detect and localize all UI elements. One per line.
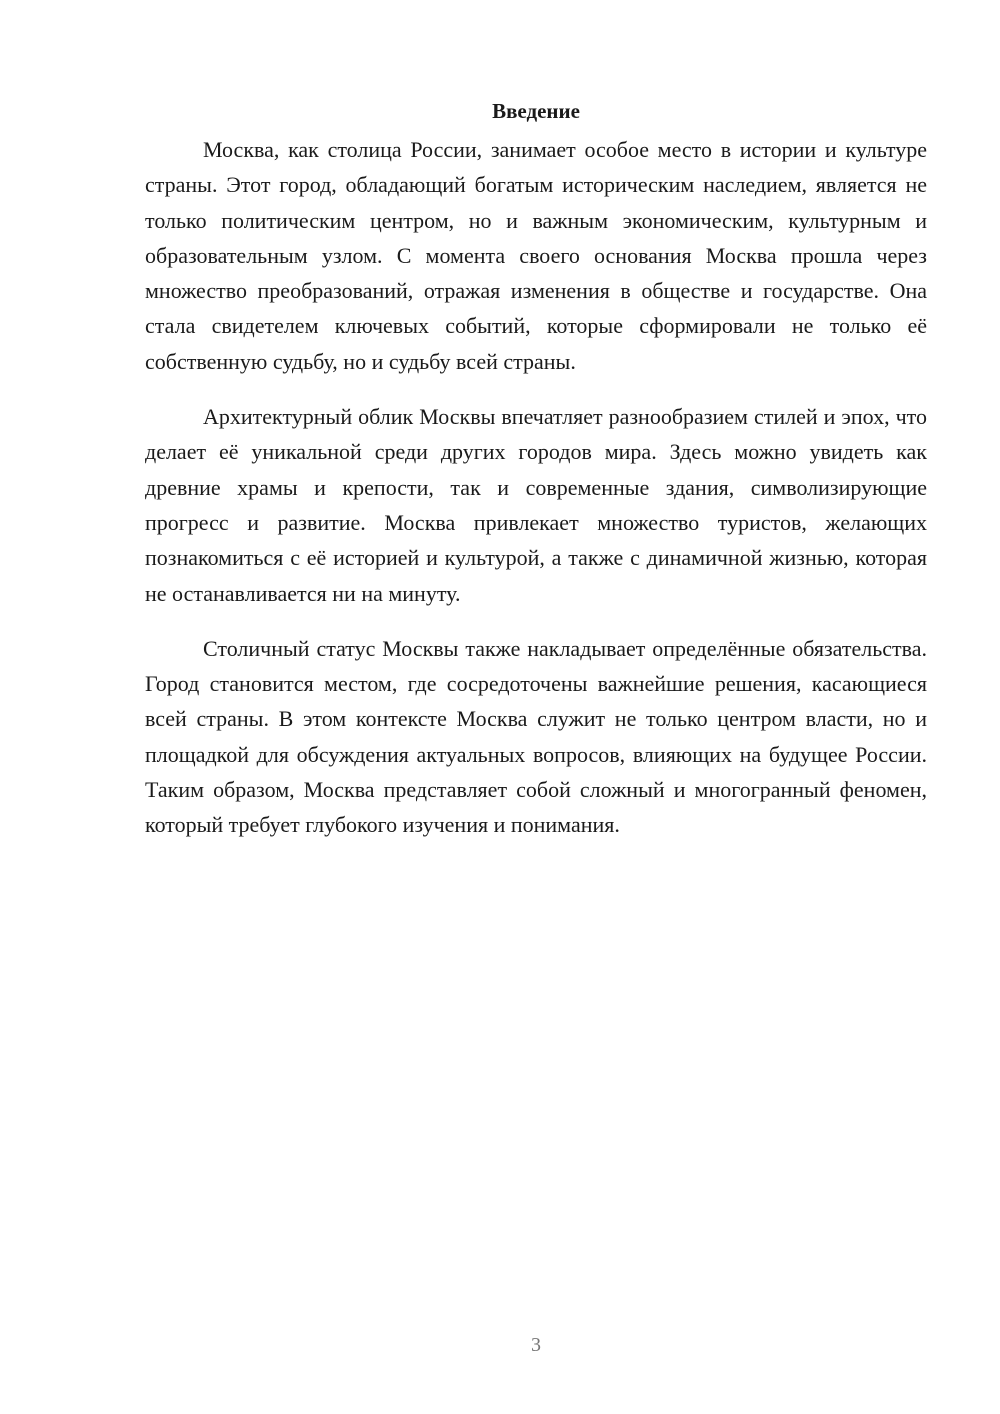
paragraph-2: Архитектурный облик Москвы впечатляет разнообразием стилей и эпох, что делает её уникальной среди других городов мира. Здесь можно увидеть как древние храмы и крепости, так и современные здания, символизирующие прогресс и развитие. Москва привлекает множество туристов, желающих познакомиться с её историей и культурой, а также с динамичной жизнью, которая не останавливается ни на минуту.	[145, 404, 927, 606]
page-number: 3	[531, 1334, 541, 1356]
section-title: Введение	[492, 99, 580, 123]
paragraph-3: Столичный статус Москвы также накладывает определённые обязательства. Город становится местом, где сосредоточены важнейшие решения, касающиеся всей страны. В этом контексте Москва служит не только центром власти, но и площадкой для обсуждения актуальных вопросов, влияющих на будущее России. Таким образом, Москва представляет собой сложный и многогранный феномен, который требует глубокого изучения и понимания.	[145, 635, 927, 838]
paragraph-1: Москва, как столица России, занимает особое место в истории и культуре страны. Этот город, обладающий богатым историческим наследием, является не только политическим центром, но и важным экономическим, культурным и образовательным узлом. С момента своего основания Москва прошла через множество преобразований, отражая изменения в обществе и государстве. Она стала свидетелем ключевых событий, которые сформировали не только её собственную судьбу, но и судьбу всей страны.	[145, 137, 927, 374]
page-content	[145, 96, 927, 863]
